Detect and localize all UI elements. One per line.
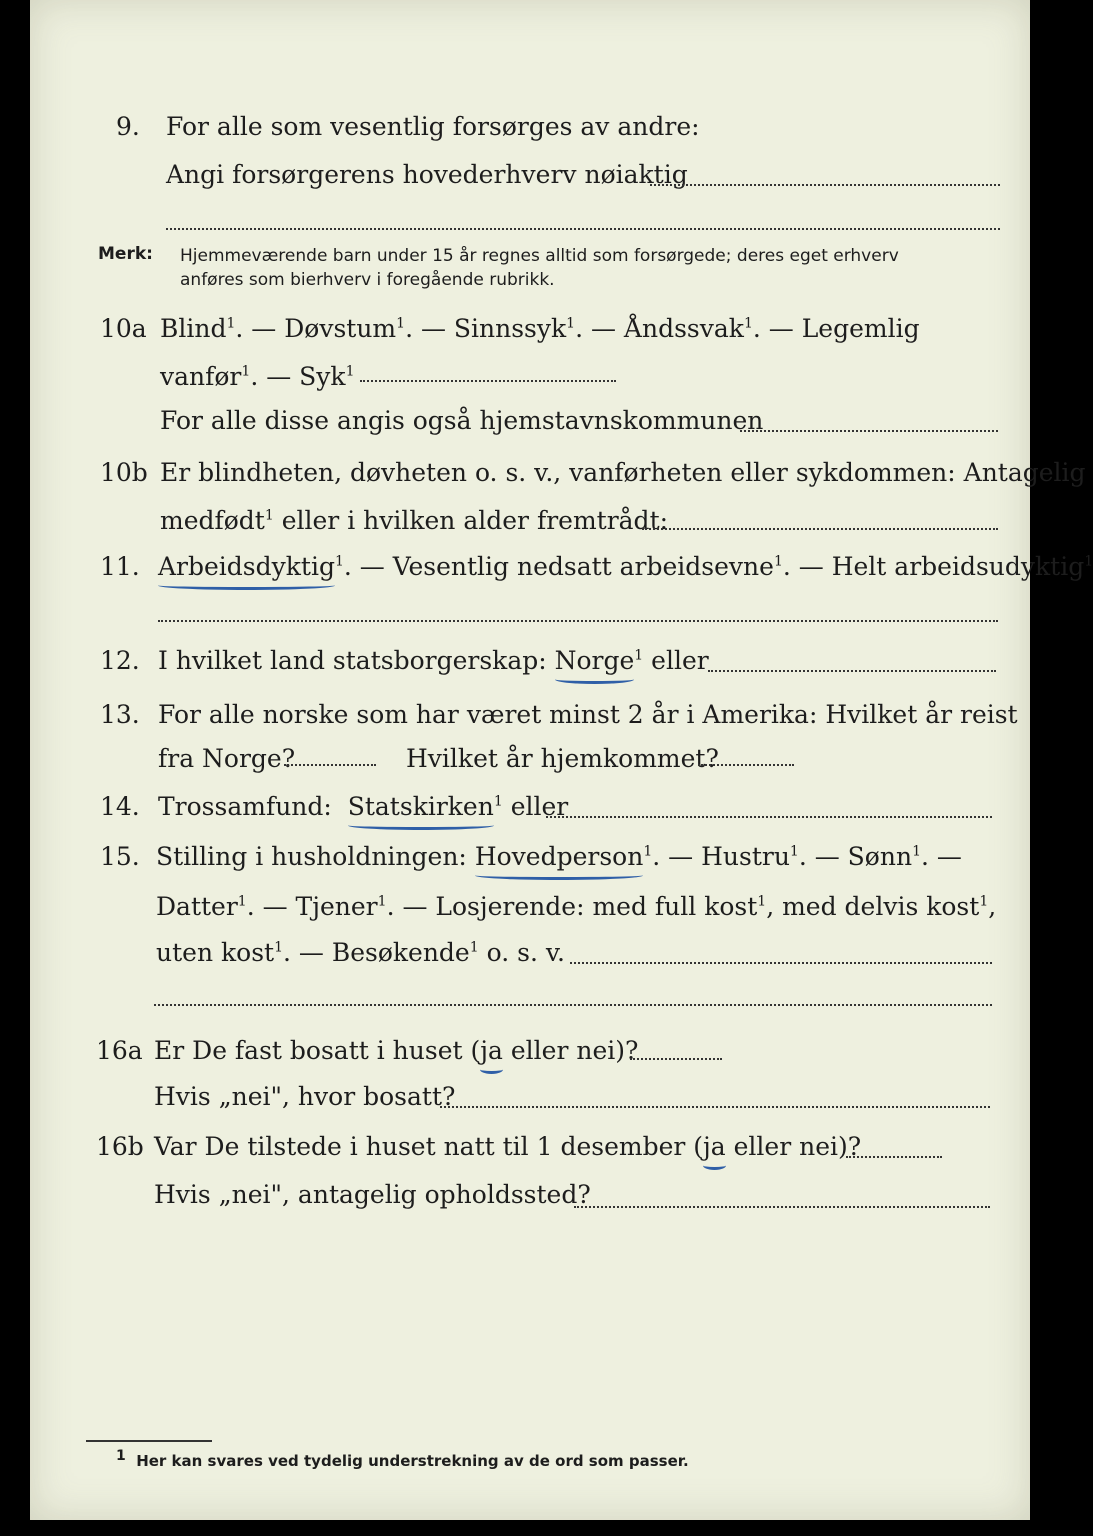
- q9-answer-field[interactable]: [650, 184, 1000, 186]
- merk-label: Merk:: [98, 244, 153, 264]
- q16a-ja-answer[interactable]: ja: [480, 1036, 503, 1065]
- q11-number: 11.: [100, 552, 140, 581]
- q10b-answer-field[interactable]: [642, 528, 998, 530]
- q11-udyktig[interactable]: . — Helt arbeidsudyktig: [782, 552, 1085, 581]
- q14-statskirken-answer[interactable]: Statskirken: [347, 792, 494, 821]
- q15-uten-kost[interactable]: uten kost: [156, 938, 275, 967]
- q10a-line1: Blind$^1$. — Døvstum$^1$. — Sinnssyk$^1$. — Åndssvak$^1$. — Legemlig: [160, 314, 920, 343]
- q15-number: 15.: [100, 842, 140, 871]
- q13-line1: For alle norske som har været minst 2 år i Amerika: Hvilket år reist: [158, 700, 1018, 729]
- q16b-line1: Var De tilstede i huset natt til 1 desember (ja eller nei)?: [154, 1132, 862, 1161]
- q9-line2: Angi forsørgerens hovederhverv nøiaktig: [166, 160, 688, 189]
- q12-line: I hvilket land statsborgerskap: Norge$^1$ eller: [158, 646, 709, 675]
- q13-number: 13.: [100, 700, 140, 729]
- q12-answer-field[interactable]: [708, 670, 996, 672]
- q10b-alder: eller i hvilken alder fremtrådt:: [273, 506, 669, 535]
- q10a-syk[interactable]: . — Syk: [250, 362, 346, 391]
- q15-datter[interactable]: Datter: [156, 892, 238, 921]
- q15-line2: Datter$^1$. — Tjener$^1$. — Losjerende: med full kost$^1$, med delvis kost$^1$,: [156, 892, 997, 921]
- q10b-line2: medfødt$^1$ eller i hvilken alder fremtrådt:: [160, 506, 669, 535]
- q16b-line2: Hvis „nei", antagelig opholdssted?: [154, 1180, 591, 1209]
- q10a-line2: vanfør$^1$. — Syk$^1$: [160, 362, 355, 391]
- q10a-answer-field[interactable]: [360, 380, 616, 382]
- q15-line3: uten kost$^1$. — Besøkende$^1$ o. s. v.: [156, 938, 565, 967]
- q16b-answer-field[interactable]: [846, 1156, 942, 1158]
- q10b-line1: Er blindheten, døvheten o. s. v., vanførheten eller sykdommen: Antagelig: [160, 458, 1086, 487]
- q10a-hjemstavn-field[interactable]: [740, 430, 998, 432]
- q9-answer-field-2[interactable]: [166, 228, 1000, 230]
- q10a-line3: For alle disse angis også hjemstavnskommunen: [160, 406, 764, 435]
- q10a-blind[interactable]: Blind: [160, 314, 227, 343]
- q13-reist-field[interactable]: [284, 764, 376, 766]
- q16b-ja-answer[interactable]: ja: [703, 1132, 726, 1161]
- q10b-medfodt[interactable]: medfødt: [160, 506, 265, 535]
- q10a-number: 10a: [100, 314, 147, 343]
- q16a-line2: Hvis „nei", hvor bosatt?: [154, 1082, 456, 1111]
- q15-full-kost[interactable]: . — Losjerende: med full kost: [386, 892, 758, 921]
- q11-arbeidsdyktig-answer[interactable]: Arbeidsdyktig: [158, 552, 335, 581]
- q16a-answer-field[interactable]: [630, 1058, 722, 1060]
- q9-line1: For alle som vesentlig forsørges av andre:: [166, 112, 700, 141]
- q15-line1: Stilling i husholdningen: Hovedperson$^1$. — Hustru$^1$. — Sønn$^1$. —: [156, 842, 962, 871]
- merk-line2: anføres som bierhverv i foregående rubrikk.: [180, 270, 555, 290]
- q16a-number: 16a: [96, 1036, 143, 1065]
- q10a-vanfor[interactable]: vanfør: [160, 362, 242, 391]
- q11-line: Arbeidsdyktig$^1$. — Vesentlig nedsatt arbeidsevne$^1$. — Helt arbeidsudyktig$^1$: [158, 552, 1093, 581]
- q13-line2a: fra Norge?: [158, 744, 296, 773]
- q16a-bosatt-field[interactable]: [440, 1106, 990, 1108]
- footnote-rule: [86, 1440, 212, 1442]
- q13-hjemkommet-field[interactable]: [698, 764, 794, 766]
- q10a-sinnssyk[interactable]: . — Sinnssyk: [405, 314, 567, 343]
- footnote-text: Her kan svares ved tydelig understrekning av de ord som passer.: [136, 1452, 689, 1470]
- q11-answer-field[interactable]: [158, 620, 998, 622]
- q15-tjener[interactable]: . — Tjener: [246, 892, 378, 921]
- q15-hustru[interactable]: . — Hustru: [652, 842, 790, 871]
- merk-line1: Hjemmeværende barn under 15 år regnes alltid som forsørgede; deres eget erhverv: [180, 246, 899, 266]
- q15-sonn[interactable]: . — Sønn: [798, 842, 913, 871]
- q10b-number: 10b: [100, 458, 148, 487]
- census-form-page: [30, 0, 1093, 1520]
- q15-delvis-kost[interactable]: , med delvis kost: [766, 892, 980, 921]
- q12-number: 12.: [100, 646, 140, 675]
- footnote: [116, 1448, 689, 1470]
- q10a-andssvak[interactable]: . — Åndssvak: [575, 314, 744, 343]
- q16b-opholdssted-field[interactable]: [574, 1206, 990, 1208]
- q16b-number: 16b: [96, 1132, 144, 1161]
- q10a-legemlig[interactable]: . — Legemlig: [752, 314, 920, 343]
- q10a-dovstum[interactable]: . — Døvstum: [235, 314, 397, 343]
- q14-line: Trossamfund: Statskirken$^1$ eller: [158, 792, 569, 821]
- q15-answer-field-2[interactable]: [154, 1004, 992, 1006]
- q15-hovedperson-answer[interactable]: Hovedperson: [474, 842, 644, 871]
- q16a-line1: Er De fast bosatt i huset (ja eller nei)?: [154, 1036, 639, 1065]
- q12-norge-answer[interactable]: Norge: [554, 646, 635, 675]
- q15-besokende[interactable]: . — Besøkende: [283, 938, 470, 967]
- q11-nedsatt[interactable]: . — Vesentlig nedsatt arbeidsevne: [343, 552, 774, 581]
- q9-number: 9.: [116, 112, 140, 141]
- footnote-marker: 1: [116, 1448, 126, 1464]
- q13-line2b: Hvilket år hjemkommet?: [406, 744, 719, 773]
- q15-answer-field[interactable]: [570, 962, 992, 964]
- q14-answer-field[interactable]: [546, 816, 992, 818]
- q14-number: 14.: [100, 792, 140, 821]
